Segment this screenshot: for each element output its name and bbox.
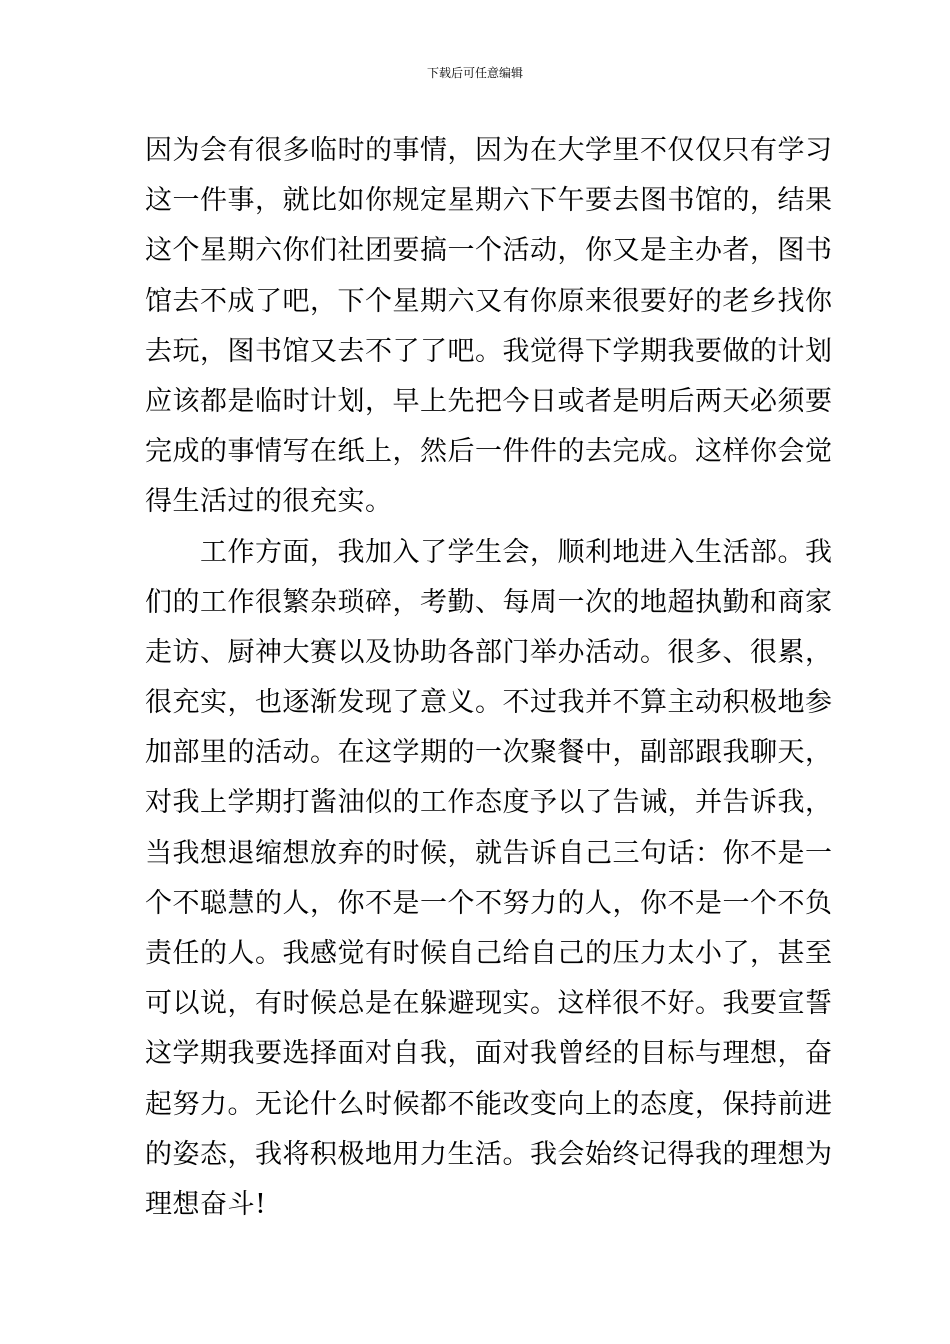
text-line: 这一件事，就比如你规定星期六下午要去图书馆的，结果 (145, 185, 833, 217)
text-line: 工作方面，我加入了学生会，顺利地进入生活部。我 (145, 536, 833, 568)
text-line: 得生活过的很充实。 (145, 486, 393, 518)
text-line: 走访、厨神大赛以及协助各部门举办活动。很多、很累， (145, 636, 833, 668)
text-line: 责任的人。我感觉有时候自己给自己的压力太小了，甚至 (145, 938, 833, 969)
paragraph-1 (145, 126, 833, 528)
text-line: 理想奋斗! (145, 1188, 267, 1220)
body-text (145, 126, 833, 1230)
text-line: 因为会有很多临时的事情，因为在大学里不仅仅只有学习 (145, 135, 833, 166)
page-header: 下载后可任意编辑 (426, 66, 523, 80)
text-line: 这学期我要选择面对自我，面对我曾经的目标与理想，奋 (145, 1038, 833, 1070)
text-line: 很充实，也逐渐发现了意义。不过我并不算主动积极地参 (145, 687, 833, 719)
text-line: 加部里的活动。在这学期的一次聚餐中，副部跟我聊天， (145, 737, 833, 769)
paragraph-2 (145, 528, 833, 1231)
text-line: 馆去不成了吧，下个星期六又有你原来很要好的老乡找你 (145, 285, 833, 317)
text-line: 们的工作很繁杂琐碎，考勤、每周一次的地超执勤和商家 (145, 586, 833, 618)
text-line: 可以说，有时候总是在躲避现实。这样很不好。我要宣誓 (145, 988, 833, 1020)
text-line: 的姿态，我将积极地用力生活。我会始终记得我的理想为 (145, 1138, 833, 1170)
text-line: 应该都是临时计划，早上先把今日或者是明后两天必须要 (145, 385, 833, 417)
text-line: 对我上学期打酱油似的工作态度予以了告诫，并告诉我， (145, 787, 833, 819)
text-line: 当我想退缩想放弃的时候，就告诉自己三句话：你不是一 (145, 837, 833, 869)
text-line: 起努力。无论什么时候都不能改变向上的态度，保持前进 (145, 1088, 833, 1120)
text-line: 个不聪慧的人，你不是一个不努力的人，你不是一个不负 (145, 887, 833, 919)
text-line: 去玩，图书馆又去不了了吧。我觉得下学期我要做的计划 (145, 335, 833, 367)
text-line: 完成的事情写在纸上，然后一件件的去完成。这样你会觉 (145, 436, 833, 468)
text-line: 这个星期六你们社团要搞一个活动，你又是主办者，图书 (145, 235, 833, 267)
